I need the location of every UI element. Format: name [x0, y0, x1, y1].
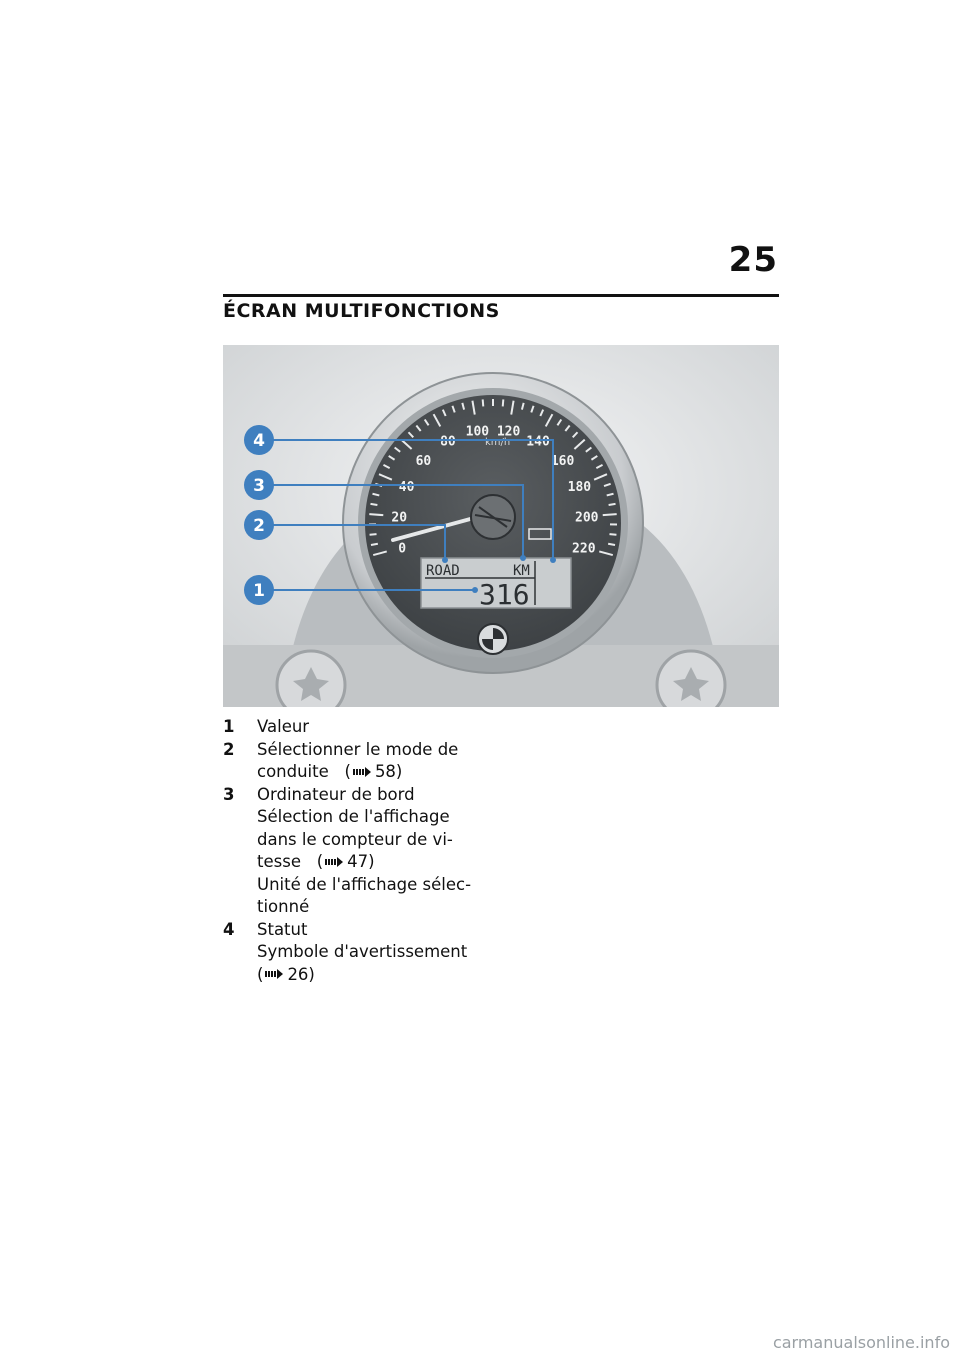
lcd-value: 316	[479, 578, 530, 611]
legend-text: Valeur	[257, 717, 310, 736]
page-ref[interactable]: 58)	[374, 762, 403, 781]
legend-text: dans le compteur de vi-	[257, 829, 453, 849]
dial-tick	[609, 504, 616, 505]
dial-tick	[603, 514, 617, 515]
speed-label: 220	[572, 541, 596, 557]
dial-tick	[609, 534, 616, 535]
speedometer-illustration	[223, 345, 779, 707]
callout-number: 4	[253, 431, 265, 451]
legend-text: Unité de l'affichage sélec-	[257, 874, 472, 894]
legend-text: tionné	[257, 897, 310, 916]
legend-text-with-ref: conduite ( 58)	[257, 762, 403, 781]
legend-item-1	[223, 716, 483, 739]
legend-text: Ordinateur de bord	[257, 784, 415, 804]
speed-label: 60	[415, 453, 432, 469]
legend	[223, 716, 483, 986]
legend-text-with-ref: tesse ( 47)	[257, 852, 375, 871]
dial-tick	[503, 399, 504, 406]
legend-ref-line: ( 26)	[257, 964, 315, 984]
callout-number: 3	[253, 476, 265, 496]
legend-text: conduite	[257, 762, 329, 781]
page-ref-arrow-icon	[265, 969, 283, 979]
lcd-mode: ROAD	[426, 563, 460, 579]
speed-label: 120	[496, 424, 521, 440]
legend-number: 1	[223, 717, 235, 736]
dial-tick	[370, 534, 377, 535]
legend-text: Symbole d'avertissement	[257, 942, 468, 961]
section-title: ÉCRAN MULTIFONCTIONS	[223, 300, 500, 322]
dial-tick	[369, 514, 383, 515]
header-rule	[223, 294, 779, 297]
dial-tick	[371, 544, 378, 545]
page-ref[interactable]: 26)	[287, 964, 315, 984]
legend-item-4	[223, 919, 483, 987]
speed-label: 180	[567, 479, 592, 495]
speed-label: 80	[440, 434, 456, 450]
callout-number: 1	[253, 581, 265, 601]
page-number: 25	[728, 240, 778, 280]
legend-text: Sélectionner le mode de	[257, 739, 459, 759]
dial-tick	[608, 544, 615, 545]
legend-number: 4	[223, 919, 235, 939]
legend-text: tesse	[257, 852, 301, 871]
watermark[interactable]: carmanualsonline.info	[772, 1333, 950, 1352]
legend-text: Statut	[257, 919, 308, 939]
instrument-cluster-figure	[223, 345, 779, 707]
legend-item-2	[223, 739, 483, 784]
speed-label: 100	[465, 424, 490, 440]
speed-label: 140	[526, 434, 550, 450]
lcd-unit: KM	[513, 563, 530, 579]
callout-number: 2	[253, 516, 265, 536]
speed-label: 160	[550, 453, 575, 469]
dial-tick	[483, 399, 484, 406]
page-ref-arrow-icon	[325, 857, 343, 867]
speed-label: 200	[575, 510, 599, 526]
dial-tick	[370, 504, 377, 505]
legend-number: 3	[223, 784, 235, 804]
speed-label: 0	[398, 541, 407, 557]
legend-text: Sélection de l'affichage	[257, 807, 450, 826]
unit-label: km/h	[485, 437, 511, 448]
legend-item-3	[223, 784, 483, 919]
page-ref-arrow-icon	[353, 767, 371, 777]
speed-label: 40	[398, 479, 415, 495]
speed-label: 20	[391, 510, 408, 526]
page-ref[interactable]: 47)	[347, 852, 375, 871]
legend-number: 2	[223, 739, 235, 759]
